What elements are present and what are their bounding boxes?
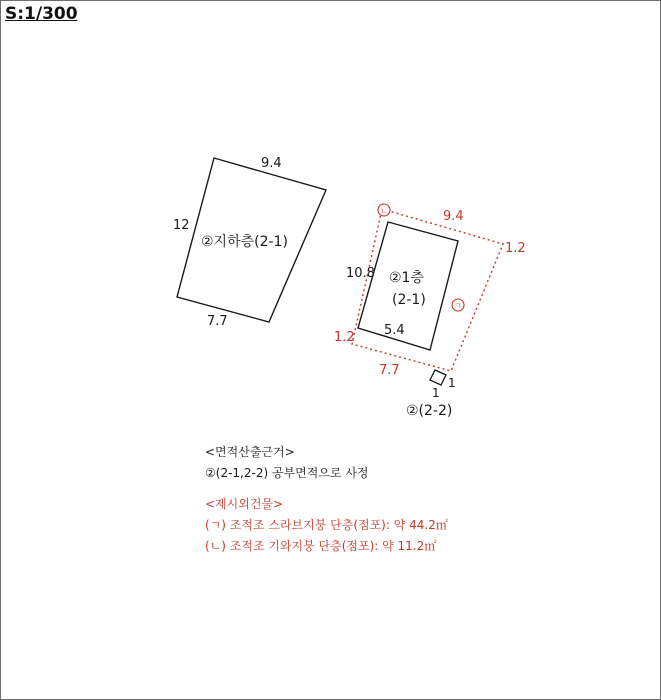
area-basis-line: ②(2-1,2-2) 공부면적으로 사정: [205, 466, 369, 480]
scale-label: S:1/300: [5, 4, 78, 24]
small-building-dim-bottom: 1: [432, 386, 440, 400]
basement-dim-top: 9.4: [261, 156, 282, 171]
first-floor-label-sub: (2-1): [392, 292, 426, 308]
small-building-outline: [430, 370, 446, 385]
annex-dim-bottom: 7.7: [379, 363, 400, 378]
first-floor-label: ②1층: [389, 270, 424, 286]
extra-buildings-heading: <제시외건물>: [205, 497, 284, 511]
basement-label: ②지하층(2-1): [201, 234, 288, 250]
first-floor-dim-bottom: 5.4: [384, 323, 405, 338]
annex-marker-top: ㄴ: [380, 206, 388, 216]
basement-dim-bottom: 7.7: [207, 314, 228, 329]
small-building-dim-side: 1: [448, 376, 456, 390]
annex-dim-left: 1.2: [334, 330, 355, 345]
small-building-label: ②(2-2): [406, 403, 453, 419]
first-floor-dim-left: 10.8: [346, 266, 375, 281]
annex-dim-top: 9.4: [443, 209, 464, 224]
area-basis-heading: <면적산출근거>: [205, 445, 295, 459]
notes-block: [205, 442, 448, 557]
floor-plan-drawing: [1, 1, 660, 699]
annex-dim-right: 1.2: [505, 241, 526, 256]
first-floor-outline: [358, 222, 458, 350]
extra-building-item: (ㄱ) 조적조 스라브지붕 단층(점포): 약 44.2㎡: [205, 518, 448, 532]
extra-building-item: (ㄴ) 조적조 기와지붕 단층(점포): 약 11.2㎡: [205, 539, 437, 553]
annex-marker-side: ㄱ: [454, 301, 462, 311]
basement-dim-left: 12: [173, 218, 190, 233]
